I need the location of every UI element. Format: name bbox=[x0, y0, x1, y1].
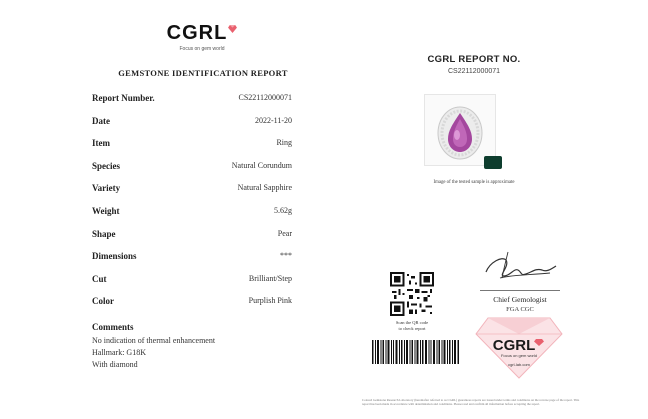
field-row-variety bbox=[92, 180, 336, 203]
comments-label: Comments bbox=[92, 322, 134, 332]
footnote: Colored Gemstone Research Laboratory (hereinafter referred to as CGRL) guarantees reports are issued under terms and conditions on the reverse page of the report. This report has been made in accordance with determination and conditions. Please read and confirm all information before accepting the report. bbox=[362, 398, 580, 407]
field-row-report-number bbox=[92, 90, 336, 113]
report-fields bbox=[92, 90, 336, 316]
field-label: Color bbox=[92, 296, 114, 307]
barcode bbox=[372, 340, 460, 364]
field-value: Pear bbox=[277, 228, 292, 238]
field-value: Natural Sapphire bbox=[237, 183, 292, 193]
signature-image bbox=[480, 242, 560, 286]
gemologist-credentials: FGA CGC bbox=[506, 306, 534, 313]
thumbnail-badge bbox=[484, 156, 502, 169]
field-value: Natural Corundum bbox=[231, 160, 292, 170]
field-row-date bbox=[92, 113, 336, 136]
field-row-cut bbox=[92, 271, 336, 294]
field-label: Item bbox=[92, 138, 110, 149]
field-row-weight bbox=[92, 203, 336, 226]
svg-text:CGRL: CGRL bbox=[492, 337, 536, 354]
field-row-shape bbox=[92, 226, 336, 249]
comment-line: Hallmark: G18K bbox=[92, 348, 146, 357]
field-value: Brilliant/Step bbox=[248, 273, 292, 283]
field-row-color bbox=[92, 293, 336, 316]
field-label: Shape bbox=[92, 228, 116, 239]
field-value: Purplish Pink bbox=[248, 296, 292, 306]
field-row-species bbox=[92, 158, 336, 181]
comment-line: With diamond bbox=[92, 360, 138, 369]
ring-image bbox=[425, 95, 495, 165]
signature-line bbox=[480, 290, 560, 291]
field-value: 2022-11-20 bbox=[254, 115, 292, 125]
report-title: GEMSTONE IDENTIFICATION REPORT bbox=[118, 68, 288, 78]
field-value: *** bbox=[280, 251, 292, 261]
field-label: Date bbox=[92, 115, 110, 126]
logo-text: CGRL bbox=[166, 22, 228, 44]
field-row-item bbox=[92, 135, 336, 158]
brand-logo bbox=[152, 22, 252, 52]
seal-url: cgrl-lab.com bbox=[508, 362, 530, 367]
field-label: Species bbox=[92, 160, 120, 171]
qr-caption bbox=[378, 320, 446, 332]
qr-code[interactable] bbox=[390, 272, 434, 316]
field-label: Cut bbox=[92, 273, 107, 284]
photo-caption: Image of the tested sample is approximate bbox=[433, 180, 515, 185]
comments-section bbox=[92, 322, 332, 371]
right-panel bbox=[358, 10, 590, 410]
field-label: Weight bbox=[92, 205, 120, 216]
field-label: Report Number. bbox=[92, 93, 155, 103]
field-value: 5.62g bbox=[274, 205, 292, 215]
gem-icon bbox=[228, 25, 237, 33]
field-label: Dimensions bbox=[92, 251, 137, 262]
qr-caption-line: Scan the QR code bbox=[395, 320, 429, 325]
field-label: Variety bbox=[92, 183, 121, 194]
field-value: Ring bbox=[276, 138, 292, 148]
field-row-dimensions bbox=[92, 248, 336, 271]
report-no-title: CGRL REPORT NO. bbox=[427, 54, 521, 65]
cgrl-seal bbox=[474, 316, 564, 380]
field-value: CS22112000071 bbox=[238, 93, 292, 102]
left-panel bbox=[72, 10, 334, 410]
qr-caption-line: to check report bbox=[398, 326, 426, 331]
comment-line: No indication of thermal enhancement bbox=[92, 336, 216, 345]
gemologist-title: Chief Gemologist bbox=[493, 295, 547, 304]
report-no-value: CS22112000071 bbox=[447, 68, 501, 75]
logo-tagline: Focus on gem world bbox=[179, 46, 225, 52]
svg-text:Focus on gem world: Focus on gem world bbox=[500, 353, 538, 358]
